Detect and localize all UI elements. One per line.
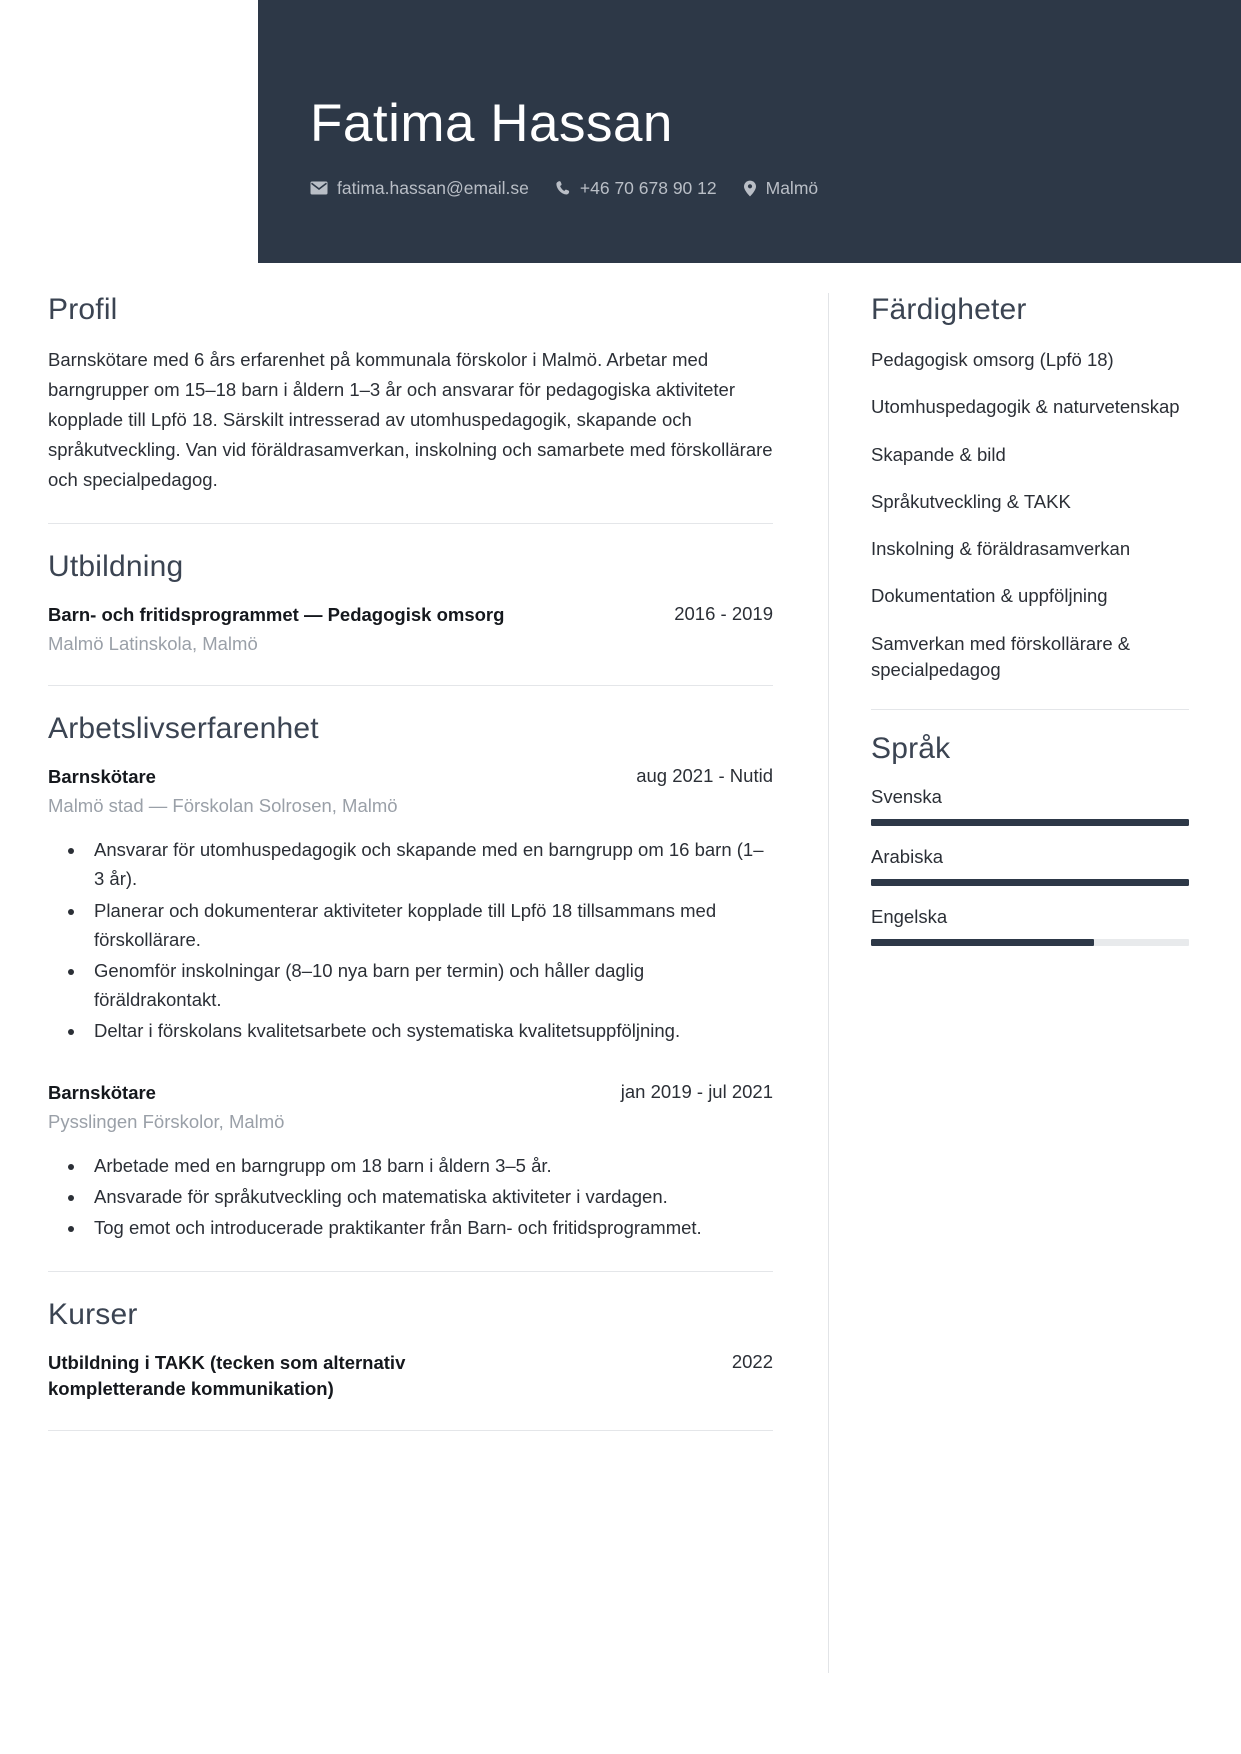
phone-icon — [555, 180, 571, 196]
skill-item: Samverkan med förskollärare & specialpedagog — [871, 632, 1131, 680]
section-title-courses: Kurser — [48, 1297, 138, 1331]
section-experience — [48, 712, 773, 1243]
divider-experience — [48, 1271, 773, 1272]
language-item — [871, 906, 1189, 946]
list-item: • Planerar och dokumenterar aktiviteter kopplade till Lpfö 18 tillsammans med förskollärare. — [86, 896, 773, 954]
divider-skills — [871, 709, 1189, 710]
education-school: Malmö Latinskola, Malmö — [48, 633, 258, 655]
list-item: • Genomför inskolningar (8–10 nya barn per termin) och håller daglig föräldrakontakt. — [86, 956, 773, 1014]
experience-role: Barnskötare — [48, 766, 156, 787]
language-item — [871, 786, 1189, 826]
experience-entry-head — [48, 764, 773, 790]
list-item: • Arbetade med en barngrupp om 18 barn i åldern 3–5 år. — [86, 1151, 773, 1180]
skill-item: Pedagogisk omsorg (Lpfö 18) — [871, 349, 1114, 370]
section-languages — [871, 732, 1189, 946]
language-name: Arabiska — [871, 846, 943, 868]
list-item: • Deltar i förskolans kvalitetsarbete och systematiska kvalitetsuppföljning. — [86, 1016, 773, 1045]
language-level-track — [871, 819, 1189, 826]
contact-email[interactable] — [310, 178, 529, 199]
experience-date: aug 2021 - Nutid — [636, 765, 773, 786]
education-entry-head — [48, 602, 773, 628]
skill-item: Skapande & bild — [871, 443, 1006, 465]
resume-body — [0, 263, 1241, 1673]
contact-location[interactable] — [743, 178, 819, 199]
course-date: 2022 — [731, 1350, 773, 1372]
contact-location-value: Malmö — [765, 177, 819, 198]
location-pin-icon — [743, 180, 757, 197]
section-profile — [48, 293, 773, 495]
skill-item: Inskolning & föräldrasamverkan — [871, 538, 1131, 560]
section-courses — [48, 1298, 773, 1403]
education-date: 2016 - 2019 — [674, 602, 773, 624]
experience-bullets — [86, 835, 773, 1046]
experience-employer: Pysslingen Förskolor, Malmö — [48, 1110, 285, 1132]
course-entry-head — [48, 1350, 773, 1403]
resume-header — [258, 0, 1241, 263]
language-name: Engelska — [871, 906, 948, 928]
page-title: Fatima Hassan — [310, 94, 673, 153]
divider-profile — [48, 523, 773, 524]
list-item: • Tog emot och introducerade praktikanter från Barn- och fritidsprogrammet. — [86, 1213, 773, 1242]
language-level-track — [871, 879, 1189, 886]
divider-courses — [48, 1430, 773, 1431]
section-skills — [871, 293, 1189, 683]
contact-email-value: fatima.hassan@email.se — [337, 177, 529, 198]
course-name: Utbildning i TAKK (tecken som alternativ kompletterande kommunikation) — [48, 1351, 406, 1399]
experience-employer: Malmö stad — Förskolan Solrosen, Malmö — [48, 795, 398, 817]
contact-phone[interactable] — [555, 178, 717, 199]
experience-bullets — [86, 1151, 773, 1243]
main-column — [0, 293, 828, 1673]
list-item: • Ansvarade för språkutveckling och matematiska aktiviteter i vardagen. — [86, 1182, 773, 1211]
experience-entry — [48, 1080, 773, 1243]
language-level-fill — [871, 879, 1189, 886]
contact-phone-value: +46 70 678 90 12 — [579, 177, 717, 198]
language-level-track — [871, 939, 1189, 946]
profile-text: Barnskötare med 6 års erfarenhet på kommunala förskolor i Malmö. Arbetar med barngrupper om 15–18 barn i åldern 1–3 år och ansvarar för pedagogiska aktiviteter kopplade till Lpfö 18. Särskilt intresserad av utomhuspedagogik, skapande och språkutveckling. Van vid föräldrasamverkan, inskolning och samarbete med förskollärare och specialpedagog. — [48, 349, 773, 490]
list-item: • Ansvarar för utomhuspedagogik och skapande med en barngrupp om 16 barn (1–3 år). — [86, 835, 773, 893]
skill-item: Dokumentation & uppföljning — [871, 585, 1108, 607]
course-entry — [48, 1350, 773, 1403]
section-title-experience: Arbetslivserfarenhet — [48, 712, 319, 745]
language-item — [871, 846, 1189, 886]
section-title-education: Utbildning — [48, 549, 184, 583]
section-title-skills: Färdigheter — [871, 293, 1027, 326]
section-education — [48, 550, 773, 657]
experience-entry — [48, 764, 773, 1046]
language-level-fill — [871, 939, 1094, 946]
section-title-profile: Profil — [48, 293, 118, 326]
skill-item: Språkutveckling & TAKK — [871, 490, 1071, 512]
education-entry — [48, 602, 773, 657]
entry-spacer — [48, 1050, 773, 1080]
sidebar-column — [828, 293, 1241, 1673]
language-level-fill — [871, 819, 1189, 826]
skill-item: Utomhuspedagogik & naturvetenskap — [871, 396, 1180, 418]
experience-date: jan 2019 - jul 2021 — [620, 1080, 773, 1102]
experience-role: Barnskötare — [48, 1081, 156, 1103]
experience-entry-head — [48, 1080, 773, 1106]
section-title-languages: Språk — [871, 732, 951, 766]
envelope-icon — [310, 181, 328, 195]
education-degree: Barn- och fritidsprogrammet — Pedagogisk omsorg — [48, 603, 505, 625]
language-name: Svenska — [871, 786, 942, 808]
contact-row — [310, 178, 1241, 199]
divider-education — [48, 685, 773, 686]
